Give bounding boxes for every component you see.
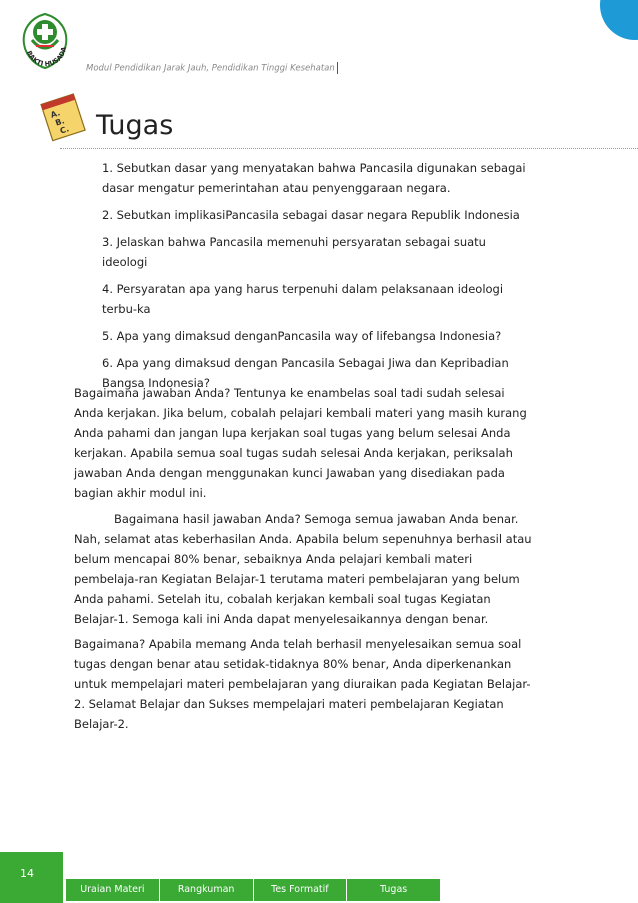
tab-uraian-materi[interactable]: Uraian Materi	[66, 879, 160, 901]
task-item: 6. Apa yang dimaksud dengan Pancasila Sebagai Jiwa dan Kepribadian Bangsa Indonesia?	[102, 356, 509, 390]
section-title: Tugas	[96, 110, 174, 141]
abc-letter-a: A.	[49, 108, 62, 120]
section-divider	[60, 148, 638, 149]
logo-text: BAKTI HUSADA	[24, 46, 69, 69]
tab-tes-formatif[interactable]: Tes Formatif	[254, 879, 348, 901]
task-item: 5. Apa yang dimaksud denganPancasila way of lifebangsa Indonesia?	[102, 329, 502, 343]
paragraph-results	[74, 509, 537, 629]
page-number: 14	[20, 867, 34, 880]
running-title: Modul Pendidikan Jarak Jauh, Pendidikan Tinggi Kesehatan	[86, 63, 335, 74]
paragraph-results-text: Bagaimana hasil jawaban Anda? Semoga semua jawaban Anda benar. Nah, selamat atas keberhasilan Anda. Apabila belum sepenuhnya berhasil atau belum mencapai 80% benar, sebaiknya Anda pelajari kembali materi pembelaja-ran Kegiatan Belajar-1 terutama materi pembelajaran yang belum Anda pahami. Setelah itu, cobalah kerjakan kembali soal tugas Kegiatan Belajar-1. Semoga kali ini Anda dapat menyelesaikannya dengan benar.	[74, 512, 532, 626]
task-item: 4. Persyaratan apa yang harus terpenuhi dalam pelaksanaan ideologi terbu-ka	[102, 282, 504, 316]
page-number-box	[0, 852, 63, 903]
tab-tugas[interactable]: Tugas	[347, 879, 440, 901]
abc-notepad-icon	[38, 92, 90, 142]
task-item: 2. Sebutkan implikasiPancasila sebagai dasar negara Republik Indonesia	[102, 208, 520, 222]
abc-letter-b: B.	[54, 116, 66, 128]
paragraph-instructions: Bagaimana jawaban Anda? Tentunya ke enambelas soal tadi sudah selesai Anda kerjakan. Jika belum, cobalah pelajari kembali materi yang masih kurang Anda pahami dan jangan lupa kerjakan soal tugas yang belum selesai Anda kerjakan. Apabila semua soal tugas sudah selesai Anda kerjakan, periksalah jawaban Anda dengan menggunakan kunci Jawaban yang disediakan pada bagian akhir modul ini.	[74, 386, 527, 500]
footer-nav	[66, 879, 440, 901]
corner-decoration	[600, 0, 638, 40]
task-item: 3. Jelaskan bahwa Pancasila memenuhi persyaratan sebagai suatu ideologi	[102, 235, 486, 269]
header-divider	[337, 62, 338, 74]
paragraph-next-step: Bagaimana? Apabila memang Anda telah berhasil menyelesaikan semua soal tugas dengan benar atau setidak-tidaknya 80% benar, Anda diperkenankan untuk mempelajari materi pembelajaran yang diuraikan pada Kegiatan Belajar-2. Selamat Belajar dan Sukses mempelajari materi pembelajaran Kegiatan Belajar-2.	[74, 637, 531, 731]
bakti-husada-logo	[14, 10, 76, 72]
task-list	[102, 158, 534, 400]
task-item: 1. Sebutkan dasar yang menyatakan bahwa Pancasila digunakan sebagai dasar mengatur pemerintahan atau penyenggaraan negara.	[102, 161, 526, 195]
running-header	[86, 62, 338, 74]
abc-letter-c: C.	[58, 124, 71, 136]
tab-rangkuman[interactable]: Rangkuman	[160, 879, 254, 901]
